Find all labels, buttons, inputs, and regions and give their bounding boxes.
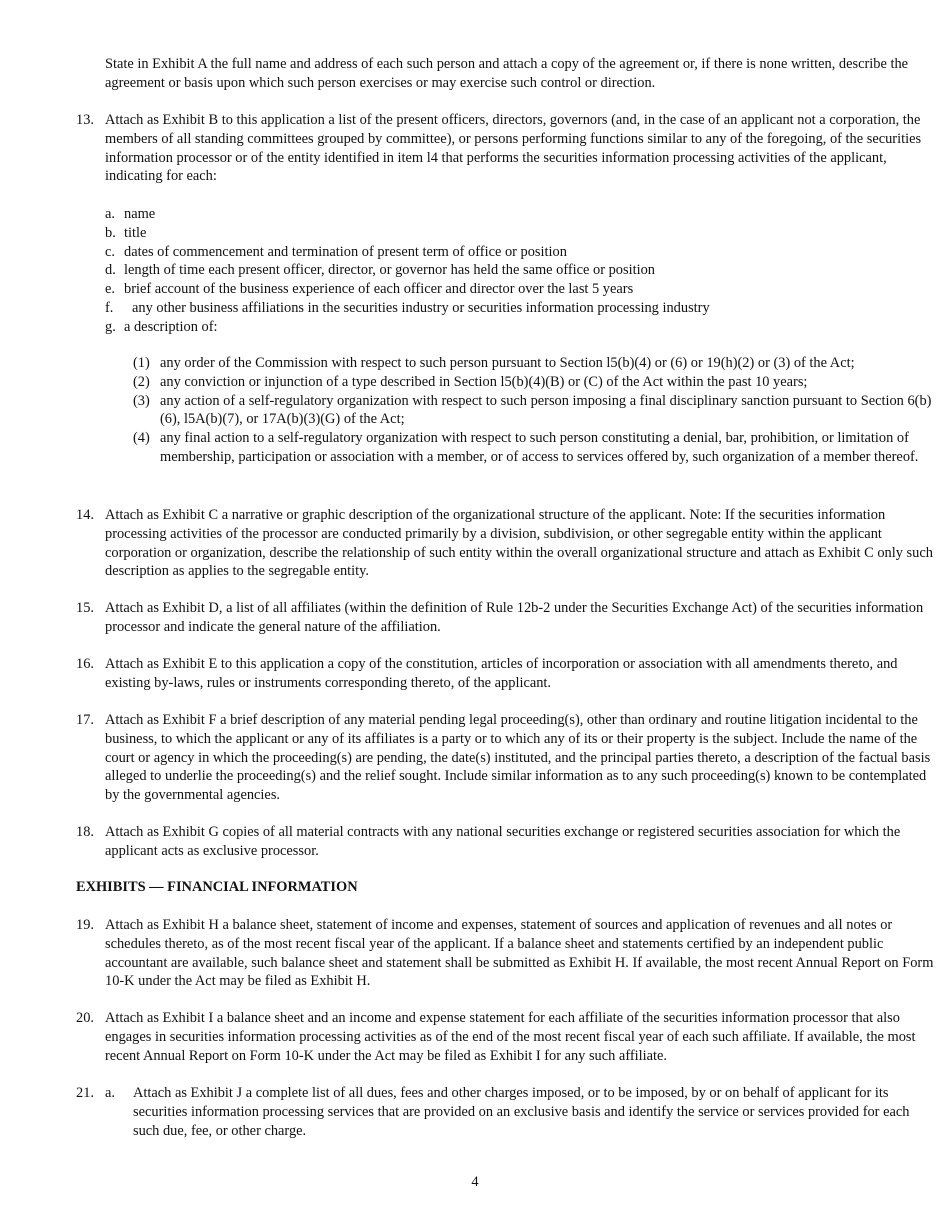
- item-number: 13.: [76, 112, 94, 128]
- item-13-subitem-list: [133, 354, 933, 467]
- list-item-label: a.: [105, 206, 115, 222]
- list-item: [133, 373, 933, 392]
- item-text: Attach as Exhibit C a narrative or graphic description of the organizational structure of the applicant. Note: If the securities information processing activities of the processor are conducted primarily by a division, subdivision, or other segregable entity within the applicant corporation or organization, describe the relationship of such entity within the overall organizational structure and attach as Exhibit C only such description as applies to the segregable entity.: [105, 507, 933, 580]
- list-item-label: g.: [105, 318, 116, 335]
- item-text: Attach as Exhibit E to this application a copy of the constitution, articles of incorporation or association with all amendments thereto, and existing by-laws, rules or instruments corresponding thereto, of the applicant.: [105, 656, 898, 691]
- list-item-label: f.: [105, 299, 114, 316]
- item-21: [76, 1084, 934, 1140]
- list-item-label: e.: [105, 281, 115, 298]
- list-item-label: d.: [105, 262, 116, 279]
- list-item-text: any action of a self-regulatory organization with respect to such person imposing a final disciplinary sanction pursuant to Section 6(b)(6), l5A(b)(7), or 17A(b)(3)(G) of the Act;: [160, 392, 932, 428]
- item-20: [76, 1009, 934, 1065]
- item-number: 21.: [76, 1085, 94, 1101]
- item-number: 19.: [76, 917, 94, 933]
- item-text: Attach as Exhibit G copies of all material contracts with any national securities exchange or registered securities association for which the applicant acts as exclusive processor.: [105, 824, 901, 859]
- item-18: [76, 823, 934, 861]
- list-item-label: (3): [133, 392, 150, 409]
- list-item-text: any conviction or injunction of a type described in Section l5(b)(4)(B) or (C) of the Act within the past 10 years;: [160, 373, 808, 390]
- list-item-text: any order of the Commission with respect to such person pursuant to Section l5(b)(4) or (6) or 19(h)(2) or (3) of the Act;: [160, 355, 855, 371]
- item-text: Attach as Exhibit I a balance sheet and an income and expense statement for each affiliate of the securities information processor that also engages in securities information processing activities as of the end of the most recent fiscal year of each such affiliate. If available, the most recent Annual Report on Form 10-K under the Act may be filed as Exhibit I for any such affiliate.: [105, 1010, 916, 1064]
- list-item: [133, 354, 933, 373]
- intro-paragraph: State in Exhibit A the full name and address of each such person and attach a copy of the agreement or, if there is none written, describe the agreement or basis upon which such person exercises or may exercise such control or direction.: [105, 56, 909, 91]
- item-number: 20.: [76, 1010, 94, 1026]
- list-item: [105, 318, 925, 337]
- list-item-text: length of time each present officer, director, or governor has held the same office or position: [124, 262, 655, 279]
- list-item-label: (2): [133, 373, 150, 390]
- item-15: [76, 599, 934, 637]
- list-item-text: any final action to a self-regulatory organization with respect to such person constituting a denial, bar, prohibition, or limitation of membership, participation or association with a member, or of access to services offered by, such organization of a member thereof.: [160, 430, 919, 465]
- page-number: 4: [471, 1174, 479, 1190]
- item-sub-label: a.: [105, 1085, 115, 1101]
- item-13-letter-list: [105, 205, 925, 337]
- item-16: [76, 655, 934, 693]
- item-text: Attach as Exhibit D, a list of all affiliates (within the definition of Rule 12b-2 under the Securities Exchange Act) of the securities information processor and indicate the general nature of the affiliation.: [105, 600, 924, 635]
- item-number: 17.: [76, 712, 94, 728]
- item-13: [76, 111, 934, 186]
- item-text: Attach as Exhibit B to this application a list of the present officers, directors, governors (and, in the case of an applicant not a corporation, the members of all standing committees grouped by committee), or persons performing functions similar to any of the foregoing, of the securities information processor or of the entity identified in item l4 that performs the securities information processing activities of the applicant, indicating for each:: [105, 112, 922, 185]
- list-item: [133, 429, 933, 467]
- item-number: 14.: [76, 507, 94, 523]
- list-item-label: (4): [133, 430, 150, 447]
- item-number: 15.: [76, 600, 94, 616]
- item-number: 16.: [76, 656, 94, 672]
- item-17: [76, 711, 934, 805]
- item-19: [76, 916, 934, 991]
- list-item: [133, 392, 933, 430]
- list-item-label: b.: [105, 224, 116, 241]
- list-item-text: title: [124, 224, 147, 241]
- list-item-label: c.: [105, 243, 115, 260]
- list-item: [105, 299, 925, 318]
- section-heading: EXHIBITS — FINANCIAL INFORMATION: [76, 879, 358, 895]
- list-item: [105, 243, 925, 262]
- list-item: [105, 224, 925, 243]
- item-text: Attach as Exhibit J a complete list of all dues, fees and other charges imposed, or to be imposed, by or on behalf of applicant for its securities information processing services that are provided on an exclusive basis and identify the service or services provided for each such due, fee, or other charge.: [133, 1085, 910, 1139]
- list-item: [105, 205, 925, 224]
- list-item: [105, 280, 925, 299]
- item-14: [76, 506, 934, 581]
- list-item-text: brief account of the business experience of each officer and director over the last 5 years: [124, 281, 634, 298]
- list-item-text: name: [124, 206, 156, 222]
- list-item-label: (1): [133, 355, 150, 371]
- item-text: Attach as Exhibit F a brief description of any material pending legal proceeding(s), other than ordinary and routine litigation incidental to the business, to which the applicant or any of its affiliates is a party or to which any of its or their property is the subject. Include the name of the court or agency in which the proceeding(s) are pending, the date(s) instituted, and the principal parties thereto, a description of the factual basis alleged to underlie the proceeding(s) and the relief sought. Include similar information as to any such proceeding(s) known to be contemplated by the governmental agencies.: [105, 712, 931, 804]
- item-number: 18.: [76, 824, 94, 840]
- item-text: Attach as Exhibit H a balance sheet, statement of income and expenses, statement of sources and application of revenues and all notes or schedules thereto, as of the most recent fiscal year of the applicant. If a balance sheet and statements certified by an independent public accountant are available, such balance sheet and statement shall be submitted as Exhibit H. If available, the most recent Annual Report on Form 10-K under the Act may be filed as Exhibit H.: [105, 917, 934, 990]
- list-item: [105, 261, 925, 280]
- list-item-text: any other business affiliations in the securities industry or securities information processing industry: [132, 299, 710, 316]
- list-item-text: a description of:: [124, 318, 218, 335]
- list-item-text: dates of commencement and termination of present term of office or position: [124, 243, 567, 260]
